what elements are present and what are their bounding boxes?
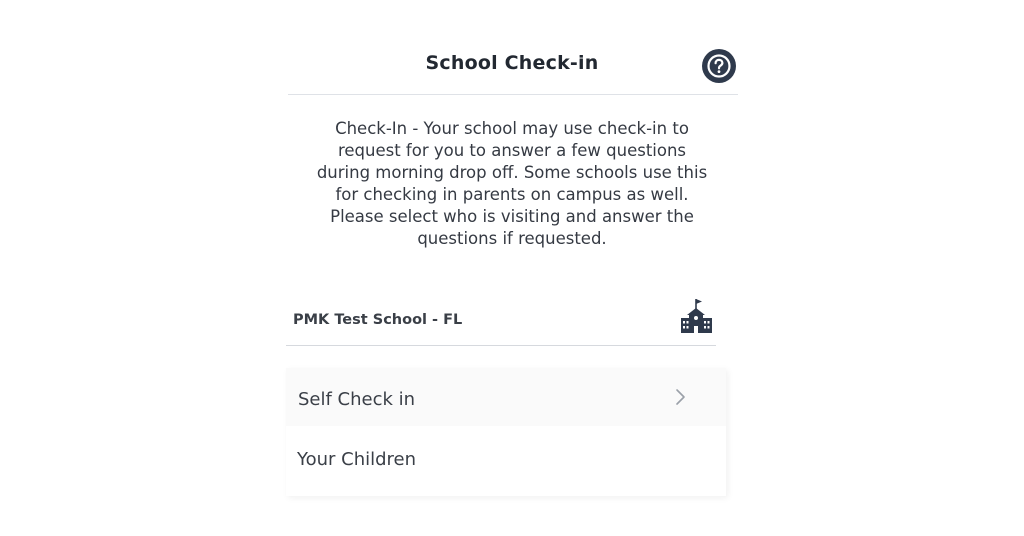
page-title: School Check-in	[425, 52, 599, 74]
school-divider	[286, 345, 716, 346]
list-item-self-check-in[interactable]	[286, 368, 726, 426]
visitor-list	[286, 368, 726, 496]
header-bar	[286, 40, 738, 92]
school-name: PMK Test School - FL	[293, 312, 463, 328]
school-building-icon[interactable]	[680, 297, 714, 335]
chevron-right-icon	[674, 388, 688, 406]
check-in-screen	[286, 0, 738, 536]
question-circle-icon	[702, 49, 736, 83]
list-item-label: Your Children	[297, 449, 417, 470]
header-divider	[288, 94, 738, 95]
list-item-your-children[interactable]	[286, 431, 726, 489]
check-in-description: Check-In - Your school may use check-in to request for you to answer a few questions during morning drop off. Some schools use this for checking in parents on campus as well. Please select who is visiting and answer the questions if requested.	[316, 119, 708, 248]
list-item-label: Self Check in	[298, 389, 416, 410]
school-selector[interactable]	[286, 297, 716, 347]
help-button[interactable]	[702, 49, 736, 83]
